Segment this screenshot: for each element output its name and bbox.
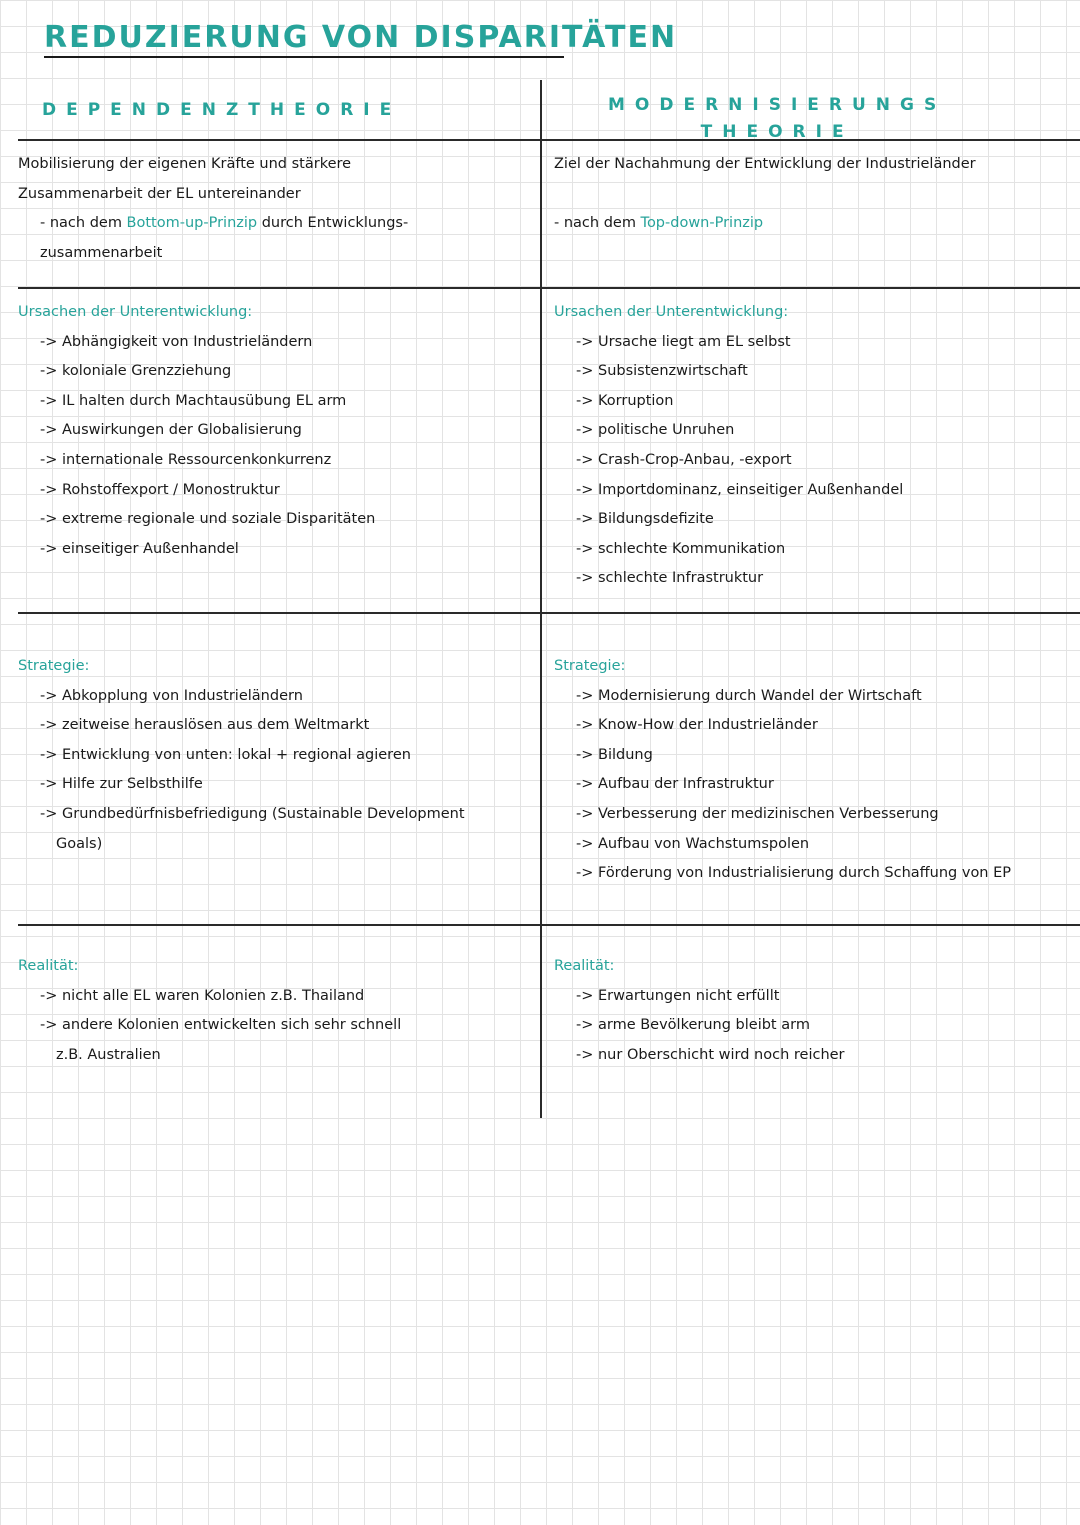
left-intro-line3 (18, 209, 534, 239)
list-item: -> Importdominanz, einseitiger Außenhandel (576, 481, 904, 498)
list-item: -> einseitiger Außenhandel (40, 540, 239, 557)
left-intro-line4: zusammenarbeit (40, 244, 163, 261)
list-item: -> koloniale Grenzziehung (40, 363, 232, 380)
list-item: -> internationale Ressourcenkonkurrenz (40, 451, 332, 468)
list-item: -> Korruption (576, 392, 674, 409)
bottom-up-prinzip: Bottom-up-Prinzip (126, 215, 258, 232)
right-reality-label: Realität: (554, 958, 615, 974)
left-intro-line3-suffix: durch Entwicklungs- (257, 215, 409, 232)
list-item: -> Crash-Crop-Anbau, -export (576, 451, 792, 468)
list-item: -> Bildung (576, 746, 653, 763)
left-strategy-label: Strategie: (18, 658, 90, 674)
row-divider-causes (18, 612, 1080, 614)
list-item: -> Abkopplung von Industrieländern (40, 687, 303, 704)
left-causes (18, 298, 534, 564)
right-causes-label: Ursachen der Unterentwicklung: (554, 304, 789, 320)
right-reality (554, 952, 1076, 1070)
list-item: -> Erwartungen nicht erfüllt (576, 987, 780, 1004)
left-intro (18, 150, 534, 268)
right-intro-line2 (554, 209, 1076, 239)
right-intro-line2-prefix: - nach dem (554, 214, 641, 231)
list-item: -> Entwicklung von unten: lokal + regional agieren (40, 746, 411, 763)
list-item: -> Modernisierung durch Wandel der Wirtschaft (576, 687, 922, 704)
heading-right-line2: THEORIE (700, 122, 854, 142)
left-intro-line1: Mobilisierung der eigenen Kräfte und stärkere (18, 156, 352, 172)
list-item: -> Bildungsdefizite (576, 511, 714, 528)
list-item: -> nur Oberschicht wird noch reicher (576, 1046, 845, 1063)
list-item: -> Förderung von Industrialisierung durch Schaffung von EP (576, 865, 1012, 882)
left-reality-label: Realität: (18, 958, 79, 974)
left-reality (18, 952, 534, 1070)
list-item: -> arme Bevölkerung bleibt arm (576, 1017, 810, 1034)
list-item: -> politische Unruhen (576, 422, 735, 439)
list-item: -> Hilfe zur Selbsthilfe (40, 776, 203, 793)
heading-dependenztheorie: DEPENDENZTHEORIE (42, 100, 402, 120)
row-divider-intro (18, 287, 1080, 289)
left-intro-line3-prefix: - nach dem (40, 215, 127, 232)
right-strategy (554, 652, 1076, 889)
title-underline (44, 56, 564, 58)
left-causes-label: Ursachen der Unterentwicklung: (18, 304, 253, 320)
heading-right-line1: MODERNISIERUNGS (608, 95, 947, 115)
heading-modernisierungstheorie (608, 92, 946, 146)
list-item: -> IL halten durch Machtausübung EL arm (40, 392, 347, 409)
left-intro-line2: Zusammenarbeit der EL untereinander (18, 185, 301, 202)
row-divider-strategy (18, 924, 1080, 926)
right-intro-line1: Ziel der Nachahmung der Entwicklung der Industrieländer (554, 156, 976, 172)
list-item: -> zeitweise herauslösen aus dem Weltmarkt (40, 717, 370, 734)
list-item: -> Aufbau von Wachstumspolen (576, 835, 810, 852)
list-item: -> Know-How der Industrieländer (576, 717, 818, 734)
list-item: -> nicht alle EL waren Kolonien z.B. Thailand (40, 987, 365, 1004)
list-item: -> schlechte Kommunikation (576, 540, 786, 557)
list-item: -> andere Kolonien entwickelten sich sehr schnell (40, 1017, 402, 1034)
list-item: -> Auswirkungen der Globalisierung (40, 422, 302, 439)
page-title: REDUZIERUNG VON DISPARITÄTEN (44, 20, 678, 55)
list-item: -> Verbesserung der medizinischen Verbesserung (576, 805, 939, 822)
list-item: Goals) (56, 835, 103, 852)
list-item: -> Aufbau der Infrastruktur (576, 776, 774, 793)
left-strategy (18, 652, 534, 859)
right-strategy-label: Strategie: (554, 658, 626, 674)
list-item: -> extreme regionale und soziale Disparitäten (40, 511, 376, 528)
top-down-prinzip: Top-down-Prinzip (640, 214, 764, 231)
list-item: -> Subsistenzwirtschaft (576, 363, 748, 380)
list-item: -> Ursache liegt am EL selbst (576, 333, 791, 350)
list-item: -> Grundbedürfnisbefriedigung (Sustainable Development (40, 805, 465, 822)
list-item: z.B. Australien (56, 1046, 161, 1063)
column-divider (540, 80, 542, 1118)
list-item: -> Rohstoffexport / Monostruktur (40, 481, 280, 498)
right-causes (554, 298, 1076, 594)
list-item: -> schlechte Infrastruktur (576, 570, 764, 587)
list-item: -> Abhängigkeit von Industrieländern (40, 333, 313, 350)
right-intro (554, 150, 1076, 238)
